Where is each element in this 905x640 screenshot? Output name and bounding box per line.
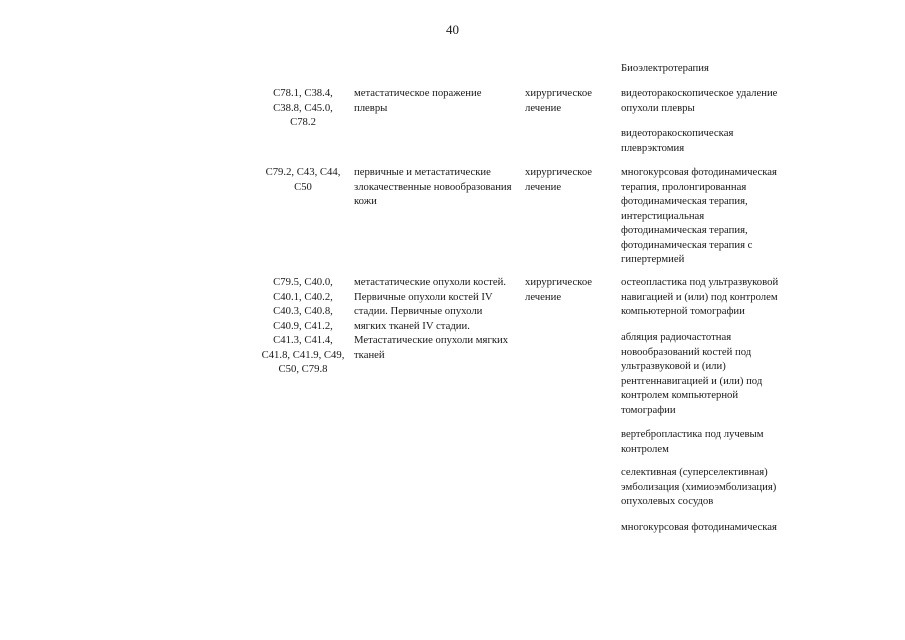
icd-codes-cell: C78.1, C38.4, C38.8, C45.0, C78.2 [273,87,333,128]
method-item: селективная (суперселективная) эмболизация (химиоэмболизация) опухолевых сосудов [621,466,777,507]
condition-cell: метастатическое поражение плевры [354,87,482,114]
icd-codes-cell: C79.2, C43, C44, C50 [265,166,341,193]
treatment-type-cell: хирургическое лечение [525,87,593,114]
method-item: остеопластика под ультразвуковой навигацией и (или) под контролем компьютерной томографии [621,276,779,317]
method-item: видеоторакоскопическая плеврэктомия [621,127,734,154]
condition-cell: метастатические опухоли костей. Первичные опухоли костей IV стадии. Первичные опухоли мягких тканей IV стадии. Метастатические опухоли мягких тканей [354,276,509,361]
method-item: многокурсовая фотодинамическая [621,521,777,533]
treatment-type-cell: хирургическое лечение [525,166,593,193]
method-continuation: Биоэлектротерапия [621,62,709,74]
method-item: многокурсовая фотодинамическая терапия, пролонгированная фотодинамическая терапия, интерстициальная фотодинамическая терапия, фотодинамическая терапия с гипертермией [621,166,777,265]
method-item: абляция радиочастотная новообразований костей под ультразвуковой и (или) рентгеннавигацией и (или) под контролем компьютерной томографии [621,331,763,416]
condition-cell: первичные и метастатические злокачественные новообразования кожи [354,166,512,207]
method-item: вертебропластика под лучевым контролем [621,428,764,455]
treatment-type-cell: хирургическое лечение [525,276,593,303]
method-item: видеоторакоскопическое удаление опухоли плевры [621,87,778,114]
icd-codes-cell: C79.5, C40.0, C40.1, C40.2, C40.3, C40.8, C40.9, C41.2, C41.3, C41.4, C41.8, C41.9, C49, C50, C79.8 [261,276,345,375]
page-number: 40 [446,22,459,37]
